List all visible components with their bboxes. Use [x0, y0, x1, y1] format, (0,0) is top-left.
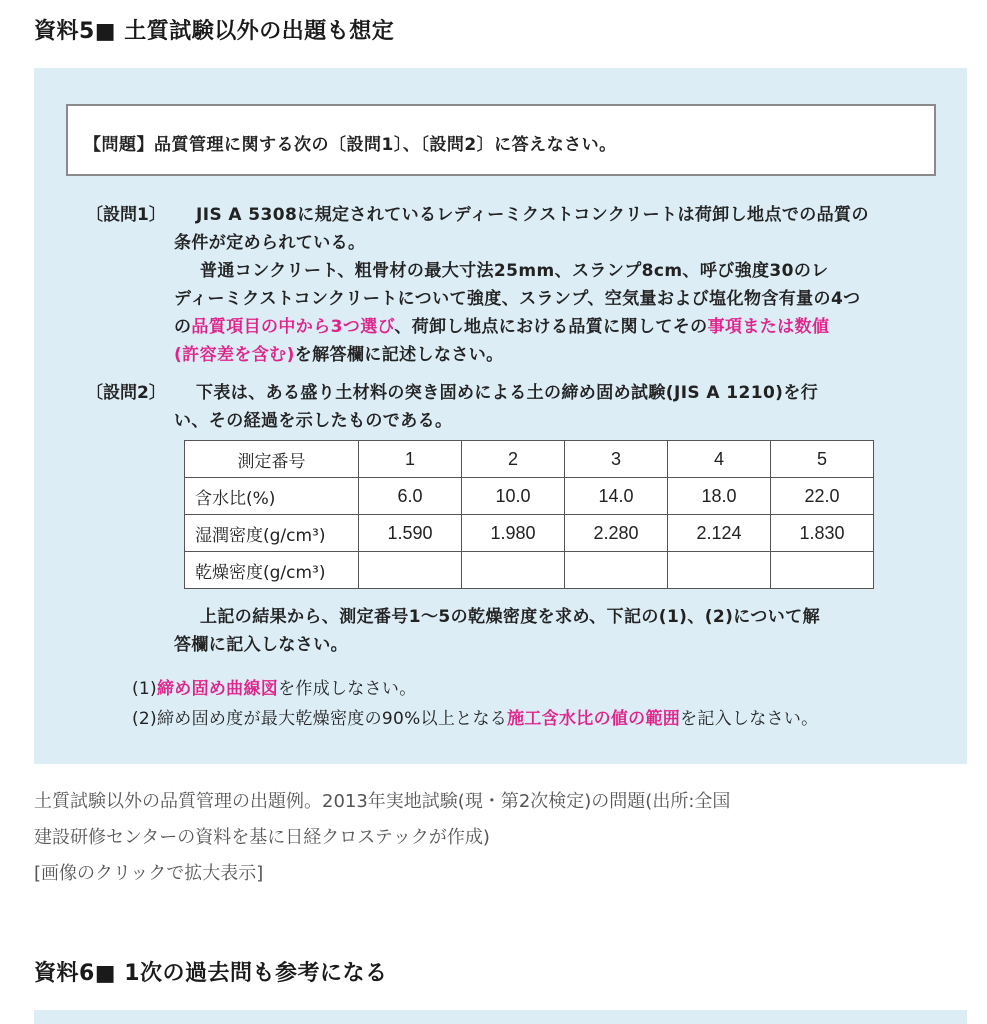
table-number-cell: 3: [565, 441, 668, 478]
q1-line-6-b: を解答欄に記述しなさい。: [294, 345, 504, 365]
q1-label: 〔設問1〕: [86, 205, 166, 225]
figure-caption-line-1: 土質試験以外の品質管理の出題例。2013年実地試験(現・第2次検定)の問題(出所:全国: [34, 791, 731, 812]
q1-line-6: [174, 340, 504, 365]
wet-density-cell: 1.590: [359, 515, 462, 552]
dry-density-empty-cell: [359, 552, 462, 589]
q2-sub-1: [132, 674, 417, 699]
q1-line-5-a: の: [174, 317, 192, 337]
q2-after-line-1: 上記の結果から、測定番号1～5の乾燥密度を求め、下記の(1)、(2)について解: [200, 607, 820, 627]
q2-line-2: い、その経過を示したものである。: [174, 411, 453, 431]
q2-sub-1-num: (1): [132, 679, 157, 699]
dry-density-empty-cell: [565, 552, 668, 589]
question-box-text: 【問題】品質管理に関する次の〔設問1〕、〔設問2〕に答えなさい。: [84, 135, 617, 155]
q2-sub-2: [132, 704, 818, 729]
section-6-heading: 資料6■ 1次の過去問も参考になる: [34, 961, 388, 986]
table-header-label: 測定番号: [185, 441, 359, 478]
moisture-row-label: 含水比(%): [185, 478, 359, 515]
q1-highlight-item-value: 事項または数値: [707, 317, 830, 337]
q2-after-line-2: 答欄に記入しなさい。: [174, 635, 348, 655]
table-row: [185, 478, 874, 515]
section-5-heading: 資料5■ 土質試験以外の出題も想定: [34, 19, 395, 44]
table-row: [185, 552, 874, 589]
question-figure[interactable]: [34, 68, 967, 764]
table-number-cell: 4: [668, 441, 771, 478]
wet-density-cell: 2.124: [668, 515, 771, 552]
moisture-cell: 6.0: [359, 478, 462, 515]
moisture-cell: 22.0: [771, 478, 874, 515]
moisture-cell: 10.0: [462, 478, 565, 515]
wet-density-row-label: 湿潤密度(g/cm³): [185, 515, 359, 552]
table-row: [185, 515, 874, 552]
table-row: [185, 441, 874, 478]
q2-highlight-range: 施工含水比の値の範囲: [507, 709, 681, 729]
q2-sub-1-c: を作成しなさい。: [278, 679, 417, 699]
wet-density-cell: 2.280: [565, 515, 668, 552]
q2-highlight-curve: 締め固め曲線図: [156, 679, 279, 699]
q1-line-5: [174, 312, 829, 337]
enlarge-image-link[interactable]: [画像のクリックで拡大表示]: [34, 863, 264, 884]
wet-density-cell: 1.830: [771, 515, 874, 552]
table-number-cell: 2: [462, 441, 565, 478]
q1-line-5-c: 、荷卸し地点における品質に関してその: [394, 317, 708, 337]
next-figure[interactable]: [34, 1010, 967, 1024]
q2-sub-2-c: を記入しなさい。: [680, 709, 819, 729]
moisture-cell: 14.0: [565, 478, 668, 515]
q2-sub-2-a: (2)締め固め度が最大乾燥密度の90%以上となる: [132, 709, 508, 729]
question-box: [66, 104, 936, 176]
q1-line-3: 普通コンクリート、粗骨材の最大寸法25mm、スランプ8cm、呼び強度30のレ: [200, 261, 829, 281]
q1-line-2: 条件が定められている。: [174, 233, 366, 253]
q1-line-4: ディーミクストコンクリートについて強度、スランプ、空気量および塩化物含有量の4つ: [174, 289, 861, 309]
table-number-cell: 1: [359, 441, 462, 478]
q2-line-1: 下表は、ある盛り土材料の突き固めによる土の締め固め試験(JIS A 1210)を行: [196, 383, 819, 403]
figure-caption-line-2: 建設研修センターの資料を基に日経クロステックが作成): [34, 827, 490, 848]
q1-line-1: JIS A 5308に規定されているレディーミクストコンクリートは荷卸し地点での品質の: [196, 205, 869, 225]
moisture-cell: 18.0: [668, 478, 771, 515]
table-number-cell: 5: [771, 441, 874, 478]
dry-density-empty-cell: [668, 552, 771, 589]
dry-density-empty-cell: [462, 552, 565, 589]
wet-density-cell: 1.980: [462, 515, 565, 552]
dry-density-empty-cell: [771, 552, 874, 589]
compaction-test-table: [184, 440, 874, 589]
q1-highlight-tolerance: (許容差を含む): [174, 345, 295, 365]
dry-density-row-label: 乾燥密度(g/cm³): [185, 552, 359, 589]
q2-label: 〔設問2〕: [86, 383, 166, 403]
q1-highlight-select-3: 品質項目の中から3つ選び: [191, 317, 395, 337]
